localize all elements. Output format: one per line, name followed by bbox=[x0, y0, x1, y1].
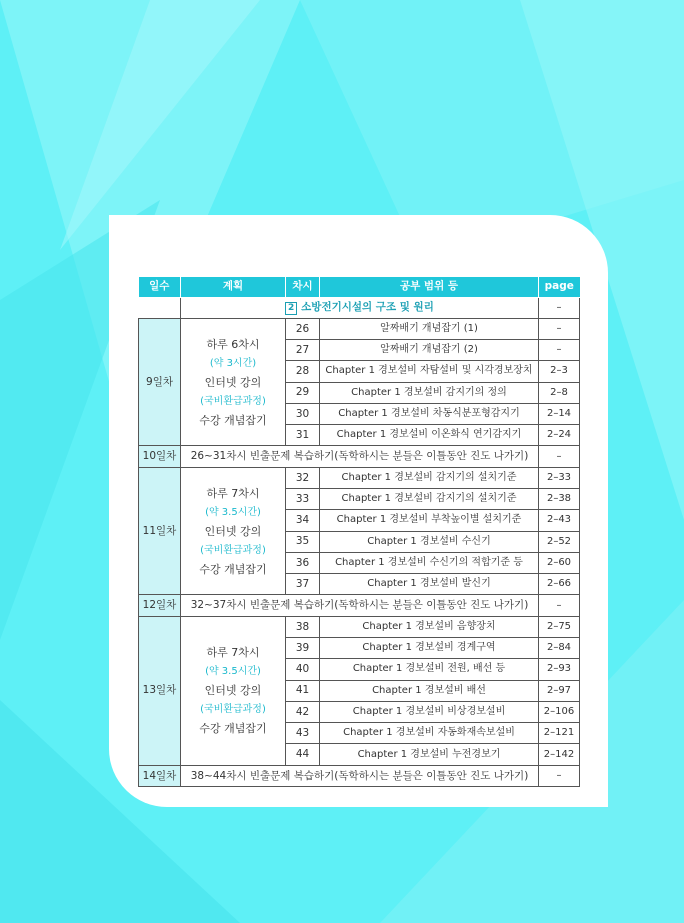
review-text: 26~31차시 빈출문제 복습하기(독학하시는 분들은 이틀동안 진도 나가기) bbox=[181, 446, 539, 467]
table-row bbox=[139, 616, 580, 637]
range-cell: Chapter 1 경보설비 자탐설비 및 시각경보장치 bbox=[320, 361, 539, 382]
review-text: 32~37차시 빈출문제 복습하기(독학하시는 분들은 이틀동안 진도 나가기) bbox=[181, 595, 539, 616]
header-range: 공부 범위 등 bbox=[320, 277, 539, 297]
page-cell: 2–14 bbox=[539, 403, 580, 424]
page-cell: – bbox=[539, 340, 580, 361]
table-row bbox=[139, 467, 580, 488]
session-cell: 38 bbox=[286, 616, 320, 637]
section-title-row bbox=[139, 297, 580, 318]
session-cell: 39 bbox=[286, 638, 320, 659]
plan-line: (약 3.5시간) bbox=[205, 666, 261, 678]
page-cell: – bbox=[539, 318, 580, 339]
study-plan-table bbox=[138, 277, 580, 787]
session-cell: 36 bbox=[286, 552, 320, 573]
page-cell: – bbox=[539, 446, 580, 467]
range-cell: Chapter 1 경보설비 감지기의 설치기준 bbox=[320, 467, 539, 488]
range-cell: Chapter 1 경보설비 누전경보기 bbox=[320, 744, 539, 765]
plan-cell bbox=[181, 616, 286, 765]
range-cell: Chapter 1 경보설비 자동화재속보설비 bbox=[320, 723, 539, 744]
page-cell: 2–142 bbox=[539, 744, 580, 765]
session-cell: 41 bbox=[286, 680, 320, 701]
page-cell: 2–38 bbox=[539, 489, 580, 510]
session-cell: 42 bbox=[286, 701, 320, 722]
page-cell: 2–93 bbox=[539, 659, 580, 680]
session-cell: 29 bbox=[286, 382, 320, 403]
plan-line: 하루 7차시 bbox=[206, 486, 260, 500]
session-cell: 27 bbox=[286, 340, 320, 361]
plan-line: 수강 개념잡기 bbox=[199, 413, 267, 427]
page-cell: 2–75 bbox=[539, 616, 580, 637]
page-cell: 2–97 bbox=[539, 680, 580, 701]
plan-line: 인터넷 강의 bbox=[204, 524, 262, 538]
session-cell: 37 bbox=[286, 574, 320, 595]
section-page: – bbox=[539, 297, 580, 318]
plan-cell bbox=[181, 467, 286, 595]
page-cell: 2–66 bbox=[539, 574, 580, 595]
range-cell: Chapter 1 경보설비 차동식분포형감지기 bbox=[320, 403, 539, 424]
review-row bbox=[139, 765, 580, 786]
day-cell: 11일차 bbox=[139, 467, 181, 595]
day-cell: 10일차 bbox=[139, 446, 181, 467]
range-cell: Chapter 1 경보설비 발신기 bbox=[320, 574, 539, 595]
session-cell: 44 bbox=[286, 744, 320, 765]
plan-line: 인터넷 강의 bbox=[204, 375, 262, 389]
review-text: 38~44차시 빈출문제 복습하기(독학하시는 분들은 이틀동안 진도 나가기) bbox=[181, 765, 539, 786]
day-cell: 14일차 bbox=[139, 765, 181, 786]
range-cell: 알짜배기 개념잡기 (1) bbox=[320, 318, 539, 339]
range-cell: Chapter 1 경보설비 전원, 배선 등 bbox=[320, 659, 539, 680]
page-cell: 2–43 bbox=[539, 510, 580, 531]
plan-line: 인터넷 강의 bbox=[204, 684, 262, 698]
range-cell: Chapter 1 경보설비 배선 bbox=[320, 680, 539, 701]
session-cell: 30 bbox=[286, 403, 320, 424]
page-cell: – bbox=[539, 765, 580, 786]
review-row bbox=[139, 446, 580, 467]
day-cell: 9일차 bbox=[139, 318, 181, 446]
range-cell: Chapter 1 경보설비 경계구역 bbox=[320, 638, 539, 659]
table-header-row bbox=[139, 277, 580, 297]
session-cell: 28 bbox=[286, 361, 320, 382]
page-cell: 2–84 bbox=[539, 638, 580, 659]
session-cell: 34 bbox=[286, 510, 320, 531]
session-cell: 40 bbox=[286, 659, 320, 680]
header-page: page bbox=[539, 277, 580, 297]
range-cell: Chapter 1 경보설비 수신기의 적합기준 등 bbox=[320, 552, 539, 573]
plan-line: 하루 6차시 bbox=[206, 337, 260, 351]
page-cell: 2–121 bbox=[539, 723, 580, 744]
session-cell: 32 bbox=[286, 467, 320, 488]
range-cell: Chapter 1 경보설비 감지기의 정의 bbox=[320, 382, 539, 403]
page-cell: 2–106 bbox=[539, 701, 580, 722]
table-row bbox=[139, 318, 580, 339]
review-row bbox=[139, 595, 580, 616]
header-day: 일수 bbox=[139, 277, 181, 297]
range-cell: Chapter 1 경보설비 음향장치 bbox=[320, 616, 539, 637]
page-cell: 2–52 bbox=[539, 531, 580, 552]
section-title bbox=[181, 297, 539, 318]
section-number-badge: 2 bbox=[285, 302, 297, 315]
page-cell: 2–33 bbox=[539, 467, 580, 488]
plan-line: (국비환급과정) bbox=[200, 704, 266, 716]
plan-line: (약 3시간) bbox=[209, 357, 257, 369]
plan-cell bbox=[181, 318, 286, 446]
session-cell: 31 bbox=[286, 425, 320, 446]
page-cell: 2–3 bbox=[539, 361, 580, 382]
session-cell: 26 bbox=[286, 318, 320, 339]
plan-line: 수강 개념잡기 bbox=[199, 722, 267, 736]
section-title-text: 소방전기시설의 구조 및 원리 bbox=[301, 300, 434, 313]
page-cell: 2–60 bbox=[539, 552, 580, 573]
range-cell: Chapter 1 경보설비 수신기 bbox=[320, 531, 539, 552]
day-cell: 12일차 bbox=[139, 595, 181, 616]
page-cell: – bbox=[539, 595, 580, 616]
range-cell: Chapter 1 경보설비 비상경보설비 bbox=[320, 701, 539, 722]
header-plan: 계획 bbox=[181, 277, 286, 297]
range-cell: 알짜배기 개념잡기 (2) bbox=[320, 340, 539, 361]
range-cell: Chapter 1 경보설비 감지기의 설치기준 bbox=[320, 489, 539, 510]
plan-line: (국비환급과정) bbox=[200, 395, 266, 407]
header-session: 차시 bbox=[286, 277, 320, 297]
session-cell: 33 bbox=[286, 489, 320, 510]
plan-line: (국비환급과정) bbox=[200, 544, 266, 556]
plan-line: 하루 7차시 bbox=[206, 646, 260, 660]
plan-line: 수강 개념잡기 bbox=[199, 562, 267, 576]
range-cell: Chapter 1 경보설비 부착높이별 설치기준 bbox=[320, 510, 539, 531]
range-cell: Chapter 1 경보설비 이온화식 연기감지기 bbox=[320, 425, 539, 446]
plan-line: (약 3.5시간) bbox=[205, 506, 261, 518]
session-cell: 35 bbox=[286, 531, 320, 552]
page-cell: 2–8 bbox=[539, 382, 580, 403]
page-cell: 2–24 bbox=[539, 425, 580, 446]
session-cell: 43 bbox=[286, 723, 320, 744]
day-cell: 13일차 bbox=[139, 616, 181, 765]
